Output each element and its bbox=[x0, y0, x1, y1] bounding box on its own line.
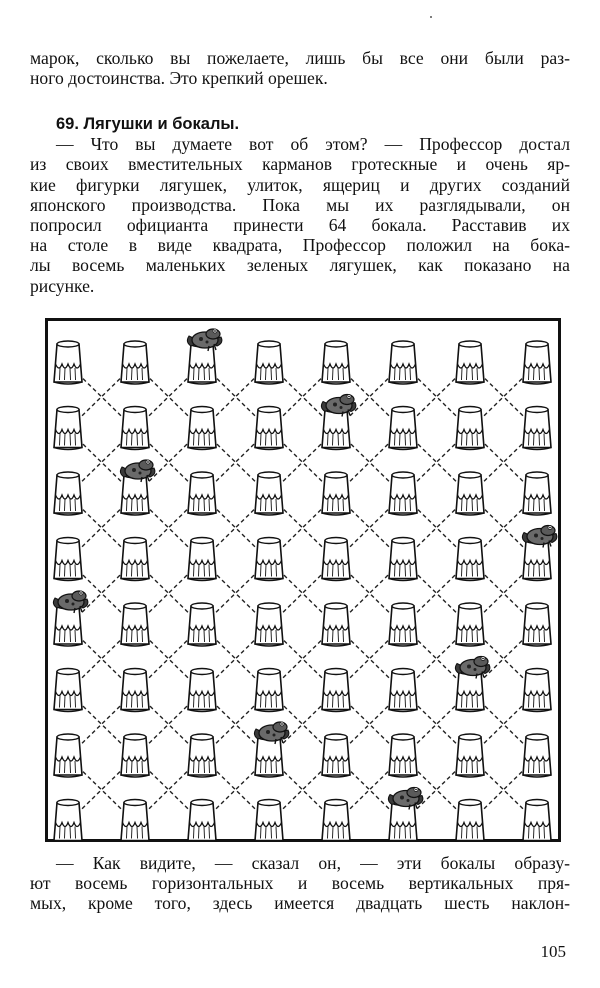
glass bbox=[255, 538, 283, 581]
glasses-grid bbox=[54, 341, 551, 842]
glass bbox=[188, 800, 216, 843]
glass bbox=[389, 341, 417, 384]
glass bbox=[322, 341, 350, 384]
glass bbox=[54, 407, 82, 450]
glass bbox=[255, 603, 283, 646]
glass bbox=[523, 472, 551, 515]
glass bbox=[54, 538, 82, 581]
glass bbox=[322, 472, 350, 515]
glass bbox=[389, 669, 417, 712]
glass bbox=[523, 341, 551, 384]
section-heading: 69. Лягушки и бокалы. bbox=[56, 115, 240, 133]
glass bbox=[188, 472, 216, 515]
text-line: японского производства. Пока мы их разглядывали, он bbox=[30, 194, 570, 215]
glass bbox=[188, 407, 216, 450]
glass bbox=[523, 800, 551, 843]
text-line: — Что вы думаете вот об этом? — Профессор достал bbox=[56, 134, 570, 155]
glass bbox=[54, 669, 82, 712]
glass bbox=[523, 734, 551, 777]
glass bbox=[322, 800, 350, 843]
text-line: лы восемь маленьких зеленых лягушек, как показано на bbox=[30, 255, 570, 276]
glass bbox=[121, 734, 149, 777]
glass bbox=[523, 669, 551, 712]
problem-section bbox=[30, 114, 570, 296]
glass bbox=[322, 603, 350, 646]
glass bbox=[523, 603, 551, 646]
text-line: рисунке. bbox=[30, 275, 95, 296]
text-line: ного достоинства. Это крепкий орешек. bbox=[30, 68, 328, 89]
glass bbox=[121, 669, 149, 712]
text-line: ют восемь горизонтальных и восемь вертикальных пря- bbox=[30, 873, 570, 894]
glass bbox=[188, 669, 216, 712]
text-line: марок, сколько вы пожелаете, лишь бы все они были раз- bbox=[30, 48, 570, 68]
glass bbox=[456, 800, 484, 843]
text-line: на столе в виде квадрата, Профессор положил на бока- bbox=[30, 235, 570, 256]
frogs-and-glasses-figure bbox=[45, 318, 561, 842]
glass bbox=[322, 538, 350, 581]
glass bbox=[188, 538, 216, 581]
glass bbox=[456, 407, 484, 450]
text-line: из своих вместительных карманов гротескные и очень яр- bbox=[30, 154, 570, 175]
glass bbox=[188, 734, 216, 777]
glass bbox=[456, 734, 484, 777]
glass bbox=[456, 538, 484, 581]
glass bbox=[54, 472, 82, 515]
text-line: попросил официанта принести 64 бокала. Расставив их bbox=[30, 214, 570, 235]
glass bbox=[255, 341, 283, 384]
glass bbox=[255, 800, 283, 843]
print-speck bbox=[430, 16, 432, 18]
text-line: мых, кроме того, здесь имеется двадцать шесть наклон- bbox=[30, 893, 570, 914]
text-line: кие фигурки лягушек, улиток, ящериц и других созданий bbox=[30, 174, 570, 195]
glass bbox=[456, 603, 484, 646]
glass bbox=[389, 538, 417, 581]
page-number: 105 bbox=[540, 942, 566, 961]
glass bbox=[322, 734, 350, 777]
glass bbox=[456, 472, 484, 515]
bottom-paragraph bbox=[30, 853, 570, 914]
glass bbox=[255, 472, 283, 515]
glass bbox=[389, 603, 417, 646]
glass bbox=[188, 603, 216, 646]
glass bbox=[54, 734, 82, 777]
text-line: — Как видите, — сказал он, — эти бокалы образу- bbox=[56, 853, 570, 873]
glass bbox=[121, 538, 149, 581]
glass bbox=[389, 407, 417, 450]
glass bbox=[121, 341, 149, 384]
glass bbox=[389, 472, 417, 515]
glass bbox=[54, 800, 82, 843]
glass bbox=[389, 734, 417, 777]
top-paragraph bbox=[30, 48, 570, 88]
glass bbox=[121, 603, 149, 646]
glass bbox=[456, 341, 484, 384]
glass bbox=[121, 800, 149, 843]
glass bbox=[121, 407, 149, 450]
glass bbox=[255, 407, 283, 450]
glass bbox=[54, 341, 82, 384]
glass bbox=[523, 407, 551, 450]
glass bbox=[255, 669, 283, 712]
glass bbox=[322, 669, 350, 712]
